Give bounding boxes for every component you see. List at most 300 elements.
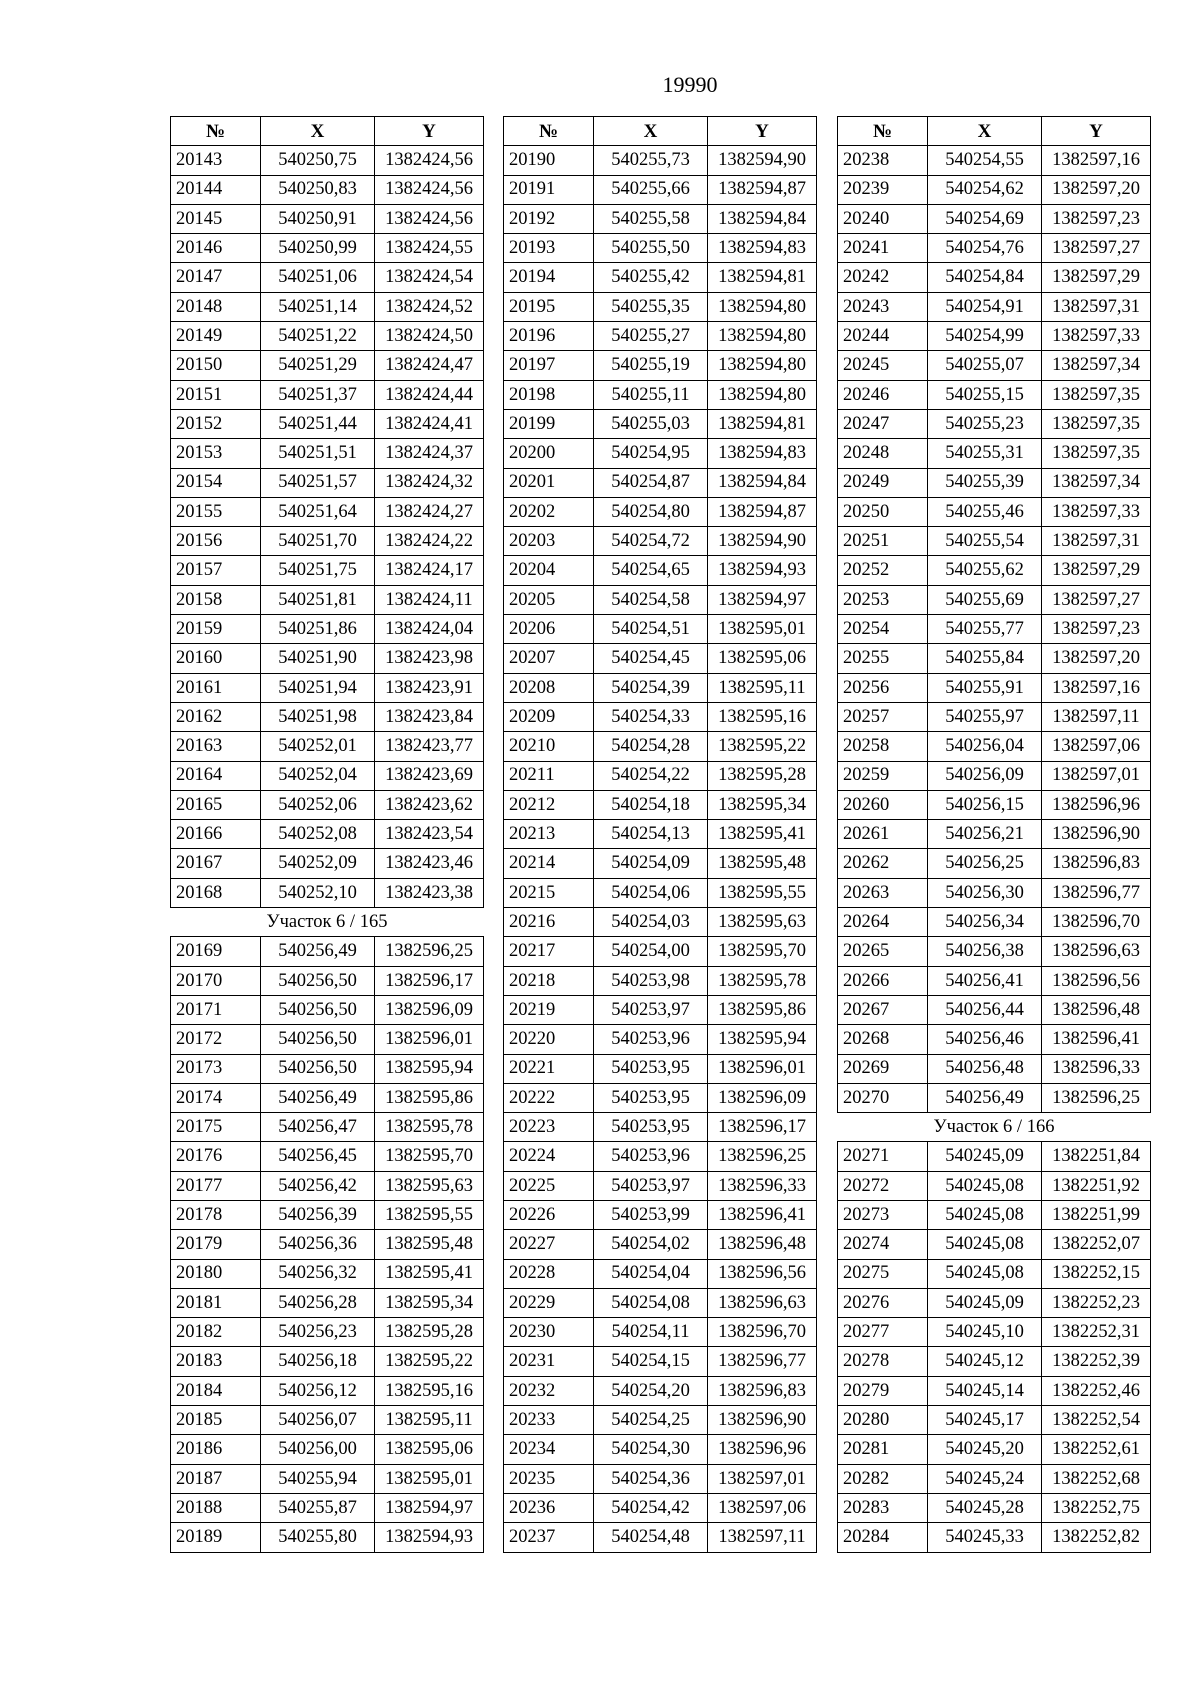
x-coordinate: 540254,39 [594, 673, 708, 702]
table-row [504, 1200, 817, 1229]
y-coordinate: 1382252,07 [1042, 1230, 1151, 1259]
x-coordinate: 540251,64 [261, 497, 375, 526]
point-number: 20243 [838, 292, 928, 321]
x-coordinate: 540256,34 [928, 908, 1042, 937]
point-number: 20157 [171, 556, 261, 585]
point-number: 20219 [504, 995, 594, 1024]
table-row [504, 585, 817, 614]
x-coordinate: 540254,48 [594, 1523, 708, 1552]
y-coordinate: 1382596,63 [708, 1288, 817, 1317]
x-coordinate: 540256,46 [928, 1025, 1042, 1054]
x-coordinate: 540251,81 [261, 585, 375, 614]
point-number: 20158 [171, 585, 261, 614]
x-coordinate: 540255,77 [928, 615, 1042, 644]
table-row [171, 409, 484, 438]
x-coordinate: 540256,12 [261, 1376, 375, 1405]
point-number: 20240 [838, 204, 928, 233]
x-coordinate: 540254,87 [594, 468, 708, 497]
point-number: 20156 [171, 527, 261, 556]
y-coordinate: 1382424,32 [375, 468, 484, 497]
point-number: 20195 [504, 292, 594, 321]
x-coordinate: 540253,97 [594, 1171, 708, 1200]
table-row [838, 1259, 1151, 1288]
point-number: 20217 [504, 937, 594, 966]
point-number: 20186 [171, 1435, 261, 1464]
point-number: 20172 [171, 1025, 261, 1054]
y-coordinate: 1382596,90 [708, 1406, 817, 1435]
point-number: 20283 [838, 1493, 928, 1522]
x-coordinate: 540251,22 [261, 322, 375, 351]
x-coordinate: 540255,62 [928, 556, 1042, 585]
point-number: 20181 [171, 1288, 261, 1317]
point-number: 20218 [504, 966, 594, 995]
table-row [171, 1406, 484, 1435]
x-coordinate: 540256,50 [261, 995, 375, 1024]
y-coordinate: 1382597,33 [1042, 497, 1151, 526]
table-row [504, 1406, 817, 1435]
y-coordinate: 1382595,11 [708, 673, 817, 702]
x-coordinate: 540254,62 [928, 175, 1042, 204]
header-x: X [594, 117, 708, 146]
y-coordinate: 1382594,80 [708, 380, 817, 409]
point-number: 20153 [171, 439, 261, 468]
point-number: 20225 [504, 1171, 594, 1200]
y-coordinate: 1382424,55 [375, 234, 484, 263]
table-row [504, 556, 817, 585]
point-number: 20199 [504, 409, 594, 438]
x-coordinate: 540245,24 [928, 1464, 1042, 1493]
y-coordinate: 1382596,01 [708, 1054, 817, 1083]
x-coordinate: 540256,28 [261, 1288, 375, 1317]
point-number: 20281 [838, 1435, 928, 1464]
x-coordinate: 540253,95 [594, 1054, 708, 1083]
y-coordinate: 1382597,35 [1042, 380, 1151, 409]
x-coordinate: 540255,58 [594, 204, 708, 233]
header-y: Y [708, 117, 817, 146]
y-coordinate: 1382595,94 [708, 1025, 817, 1054]
header-number: № [171, 117, 261, 146]
point-number: 20202 [504, 497, 594, 526]
point-number: 20173 [171, 1054, 261, 1083]
point-number: 20238 [838, 146, 928, 175]
x-coordinate: 540255,23 [928, 409, 1042, 438]
x-coordinate: 540255,94 [261, 1464, 375, 1493]
x-coordinate: 540252,01 [261, 732, 375, 761]
point-number: 20175 [171, 1113, 261, 1142]
y-coordinate: 1382597,16 [1042, 673, 1151, 702]
table-row [838, 1318, 1151, 1347]
x-coordinate: 540253,97 [594, 995, 708, 1024]
x-coordinate: 540254,95 [594, 439, 708, 468]
table-row [838, 1142, 1151, 1171]
point-number: 20264 [838, 908, 928, 937]
y-coordinate: 1382594,93 [708, 556, 817, 585]
point-number: 20239 [838, 175, 928, 204]
table-row [171, 292, 484, 321]
x-coordinate: 540256,23 [261, 1318, 375, 1347]
table-row [171, 1054, 484, 1083]
y-coordinate: 1382251,84 [1042, 1142, 1151, 1171]
x-coordinate: 540254,25 [594, 1406, 708, 1435]
point-number: 20212 [504, 790, 594, 819]
x-coordinate: 540256,25 [928, 849, 1042, 878]
y-coordinate: 1382597,34 [1042, 351, 1151, 380]
y-coordinate: 1382595,16 [375, 1376, 484, 1405]
table-row [504, 644, 817, 673]
point-number: 20280 [838, 1406, 928, 1435]
x-coordinate: 540252,08 [261, 820, 375, 849]
table-row [838, 527, 1151, 556]
point-number: 20143 [171, 146, 261, 175]
page-number: 19990 [662, 72, 718, 97]
x-coordinate: 540252,06 [261, 790, 375, 819]
y-coordinate: 1382424,17 [375, 556, 484, 585]
x-coordinate: 540255,69 [928, 585, 1042, 614]
y-coordinate: 1382597,27 [1042, 234, 1151, 263]
point-number: 20150 [171, 351, 261, 380]
x-coordinate: 540255,11 [594, 380, 708, 409]
x-coordinate: 540245,09 [928, 1288, 1042, 1317]
table-row [171, 439, 484, 468]
table-row [171, 322, 484, 351]
point-number: 20170 [171, 966, 261, 995]
table-row [838, 673, 1151, 702]
point-number: 20213 [504, 820, 594, 849]
y-coordinate: 1382424,54 [375, 263, 484, 292]
point-number: 20162 [171, 702, 261, 731]
x-coordinate: 540254,03 [594, 908, 708, 937]
y-coordinate: 1382596,70 [1042, 908, 1151, 937]
point-number: 20177 [171, 1171, 261, 1200]
point-number: 20255 [838, 644, 928, 673]
table-row [504, 790, 817, 819]
y-coordinate: 1382424,50 [375, 322, 484, 351]
x-coordinate: 540254,99 [928, 322, 1042, 351]
y-coordinate: 1382424,56 [375, 146, 484, 175]
x-coordinate: 540256,36 [261, 1230, 375, 1259]
x-coordinate: 540251,90 [261, 644, 375, 673]
point-number: 20221 [504, 1054, 594, 1083]
x-coordinate: 540256,44 [928, 995, 1042, 1024]
table-row [838, 439, 1151, 468]
y-coordinate: 1382424,37 [375, 439, 484, 468]
x-coordinate: 540254,28 [594, 732, 708, 761]
table-row [838, 1523, 1151, 1552]
table-row [504, 1054, 817, 1083]
table-row [838, 292, 1151, 321]
x-coordinate: 540245,12 [928, 1347, 1042, 1376]
y-coordinate: 1382595,41 [375, 1259, 484, 1288]
x-coordinate: 540254,65 [594, 556, 708, 585]
y-coordinate: 1382252,39 [1042, 1347, 1151, 1376]
point-number: 20205 [504, 585, 594, 614]
table-row [838, 1200, 1151, 1229]
y-coordinate: 1382597,27 [1042, 585, 1151, 614]
y-coordinate: 1382252,23 [1042, 1288, 1151, 1317]
point-number: 20228 [504, 1259, 594, 1288]
y-coordinate: 1382423,69 [375, 761, 484, 790]
point-number: 20275 [838, 1259, 928, 1288]
point-number: 20196 [504, 322, 594, 351]
point-number: 20169 [171, 937, 261, 966]
point-number: 20254 [838, 615, 928, 644]
x-coordinate: 540251,98 [261, 702, 375, 731]
table-row [171, 1171, 484, 1200]
y-coordinate: 1382597,20 [1042, 175, 1151, 204]
point-number: 20185 [171, 1406, 261, 1435]
point-number: 20256 [838, 673, 928, 702]
table-row [504, 175, 817, 204]
x-coordinate: 540253,95 [594, 1113, 708, 1142]
x-coordinate: 540254,91 [928, 292, 1042, 321]
x-coordinate: 540254,33 [594, 702, 708, 731]
y-coordinate: 1382423,91 [375, 673, 484, 702]
point-number: 20231 [504, 1347, 594, 1376]
table-row [504, 351, 817, 380]
table-row [838, 761, 1151, 790]
point-number: 20214 [504, 849, 594, 878]
table-row [171, 1464, 484, 1493]
table-row [171, 351, 484, 380]
x-coordinate: 540245,09 [928, 1142, 1042, 1171]
x-coordinate: 540255,27 [594, 322, 708, 351]
y-coordinate: 1382595,48 [708, 849, 817, 878]
x-coordinate: 540256,49 [928, 1083, 1042, 1112]
table-row [171, 878, 484, 907]
x-coordinate: 540255,03 [594, 409, 708, 438]
table-row [171, 761, 484, 790]
x-coordinate: 540255,50 [594, 234, 708, 263]
point-number: 20159 [171, 615, 261, 644]
y-coordinate: 1382597,33 [1042, 322, 1151, 351]
point-number: 20258 [838, 732, 928, 761]
x-coordinate: 540254,22 [594, 761, 708, 790]
point-number: 20262 [838, 849, 928, 878]
point-number: 20201 [504, 468, 594, 497]
x-coordinate: 540254,55 [928, 146, 1042, 175]
y-coordinate: 1382424,47 [375, 351, 484, 380]
x-coordinate: 540245,33 [928, 1523, 1042, 1552]
x-coordinate: 540254,20 [594, 1376, 708, 1405]
x-coordinate: 540256,50 [261, 1025, 375, 1054]
y-coordinate: 1382595,34 [375, 1288, 484, 1317]
x-coordinate: 540251,06 [261, 263, 375, 292]
table-row [838, 263, 1151, 292]
y-coordinate: 1382595,28 [708, 761, 817, 790]
x-coordinate: 540254,04 [594, 1259, 708, 1288]
table-row [171, 234, 484, 263]
x-coordinate: 540253,96 [594, 1142, 708, 1171]
point-number: 20206 [504, 615, 594, 644]
table-row [838, 849, 1151, 878]
point-number: 20227 [504, 1230, 594, 1259]
point-number: 20244 [838, 322, 928, 351]
table-header-row [504, 117, 817, 146]
y-coordinate: 1382424,41 [375, 409, 484, 438]
y-coordinate: 1382595,70 [375, 1142, 484, 1171]
table-row [504, 849, 817, 878]
x-coordinate: 540256,48 [928, 1054, 1042, 1083]
table-row [504, 1347, 817, 1376]
point-number: 20174 [171, 1083, 261, 1112]
x-coordinate: 540245,28 [928, 1493, 1042, 1522]
y-coordinate: 1382594,93 [375, 1523, 484, 1552]
point-number: 20171 [171, 995, 261, 1024]
y-coordinate: 1382594,90 [708, 146, 817, 175]
table-row [838, 1083, 1151, 1112]
x-coordinate: 540255,80 [261, 1523, 375, 1552]
y-coordinate: 1382594,80 [708, 292, 817, 321]
x-coordinate: 540256,04 [928, 732, 1042, 761]
y-coordinate: 1382595,22 [375, 1347, 484, 1376]
x-coordinate: 540256,49 [261, 1083, 375, 1112]
point-number: 20197 [504, 351, 594, 380]
table-row [838, 1025, 1151, 1054]
x-coordinate: 540251,86 [261, 615, 375, 644]
x-coordinate: 540255,97 [928, 702, 1042, 731]
point-number: 20166 [171, 820, 261, 849]
y-coordinate: 1382595,11 [375, 1406, 484, 1435]
x-coordinate: 540251,29 [261, 351, 375, 380]
table-row [838, 497, 1151, 526]
y-coordinate: 1382595,22 [708, 732, 817, 761]
point-number: 20252 [838, 556, 928, 585]
point-number: 20208 [504, 673, 594, 702]
x-coordinate: 540245,08 [928, 1200, 1042, 1229]
x-coordinate: 540256,50 [261, 1054, 375, 1083]
x-coordinate: 540250,83 [261, 175, 375, 204]
header-x: X [928, 117, 1042, 146]
table-header-row [838, 117, 1151, 146]
point-number: 20190 [504, 146, 594, 175]
coordinates-table-2 [503, 116, 817, 1553]
x-coordinate: 540254,11 [594, 1318, 708, 1347]
y-coordinate: 1382595,28 [375, 1318, 484, 1347]
point-number: 20257 [838, 702, 928, 731]
table-row [171, 1493, 484, 1522]
y-coordinate: 1382595,01 [375, 1464, 484, 1493]
y-coordinate: 1382594,80 [708, 351, 817, 380]
point-number: 20144 [171, 175, 261, 204]
table-row [171, 1347, 484, 1376]
y-coordinate: 1382252,61 [1042, 1435, 1151, 1464]
point-number: 20233 [504, 1406, 594, 1435]
point-number: 20247 [838, 409, 928, 438]
point-number: 20168 [171, 878, 261, 907]
y-coordinate: 1382252,15 [1042, 1259, 1151, 1288]
table-row [504, 1376, 817, 1405]
point-number: 20184 [171, 1376, 261, 1405]
table-row [171, 585, 484, 614]
x-coordinate: 540256,42 [261, 1171, 375, 1200]
table-row [838, 468, 1151, 497]
x-coordinate: 540254,84 [928, 263, 1042, 292]
point-number: 20207 [504, 644, 594, 673]
y-coordinate: 1382597,01 [1042, 761, 1151, 790]
table-row [838, 1406, 1151, 1435]
x-coordinate: 540254,36 [594, 1464, 708, 1493]
point-number: 20180 [171, 1259, 261, 1288]
point-number: 20235 [504, 1464, 594, 1493]
x-coordinate: 540256,45 [261, 1142, 375, 1171]
coordinates-table-1 [170, 116, 484, 1553]
table-row [171, 1259, 484, 1288]
x-coordinate: 540255,87 [261, 1493, 375, 1522]
table-row [838, 585, 1151, 614]
table-row [171, 615, 484, 644]
table-row [504, 908, 817, 937]
y-coordinate: 1382423,38 [375, 878, 484, 907]
x-coordinate: 540255,31 [928, 439, 1042, 468]
x-coordinate: 540245,20 [928, 1435, 1042, 1464]
x-coordinate: 540245,14 [928, 1376, 1042, 1405]
y-coordinate: 1382595,06 [708, 644, 817, 673]
point-number: 20222 [504, 1083, 594, 1112]
y-coordinate: 1382597,01 [708, 1464, 817, 1493]
x-coordinate: 540255,35 [594, 292, 708, 321]
y-coordinate: 1382595,16 [708, 702, 817, 731]
y-coordinate: 1382596,25 [708, 1142, 817, 1171]
y-coordinate: 1382597,06 [1042, 732, 1151, 761]
x-coordinate: 540254,72 [594, 527, 708, 556]
x-coordinate: 540254,76 [928, 234, 1042, 263]
y-coordinate: 1382597,29 [1042, 556, 1151, 585]
point-number: 20191 [504, 175, 594, 204]
table-row [171, 937, 484, 966]
x-coordinate: 540256,32 [261, 1259, 375, 1288]
x-coordinate: 540245,17 [928, 1406, 1042, 1435]
point-number: 20284 [838, 1523, 928, 1552]
table-row [504, 497, 817, 526]
y-coordinate: 1382596,17 [708, 1113, 817, 1142]
x-coordinate: 540254,15 [594, 1347, 708, 1376]
y-coordinate: 1382423,54 [375, 820, 484, 849]
x-coordinate: 540245,08 [928, 1171, 1042, 1200]
y-coordinate: 1382251,92 [1042, 1171, 1151, 1200]
table-row [838, 146, 1151, 175]
table-row [171, 732, 484, 761]
y-coordinate: 1382597,35 [1042, 409, 1151, 438]
point-number: 20167 [171, 849, 261, 878]
section-label: Участок 6 / 166 [838, 1113, 1151, 1142]
x-coordinate: 540253,96 [594, 1025, 708, 1054]
table-row [838, 702, 1151, 731]
point-number: 20245 [838, 351, 928, 380]
x-coordinate: 540256,15 [928, 790, 1042, 819]
point-number: 20234 [504, 1435, 594, 1464]
x-coordinate: 540256,30 [928, 878, 1042, 907]
point-number: 20154 [171, 468, 261, 497]
y-coordinate: 1382596,96 [708, 1435, 817, 1464]
y-coordinate: 1382595,94 [375, 1054, 484, 1083]
table-body [171, 146, 484, 1552]
x-coordinate: 540251,75 [261, 556, 375, 585]
point-number: 20260 [838, 790, 928, 819]
y-coordinate: 1382595,06 [375, 1435, 484, 1464]
table-row [838, 878, 1151, 907]
table-row [171, 1435, 484, 1464]
point-number: 20265 [838, 937, 928, 966]
y-coordinate: 1382595,01 [708, 615, 817, 644]
x-coordinate: 540253,98 [594, 966, 708, 995]
table-row [838, 1230, 1151, 1259]
y-coordinate: 1382595,34 [708, 790, 817, 819]
point-number: 20250 [838, 497, 928, 526]
x-coordinate: 540250,75 [261, 146, 375, 175]
table-row [838, 1376, 1151, 1405]
y-coordinate: 1382596,56 [708, 1259, 817, 1288]
point-number: 20279 [838, 1376, 928, 1405]
